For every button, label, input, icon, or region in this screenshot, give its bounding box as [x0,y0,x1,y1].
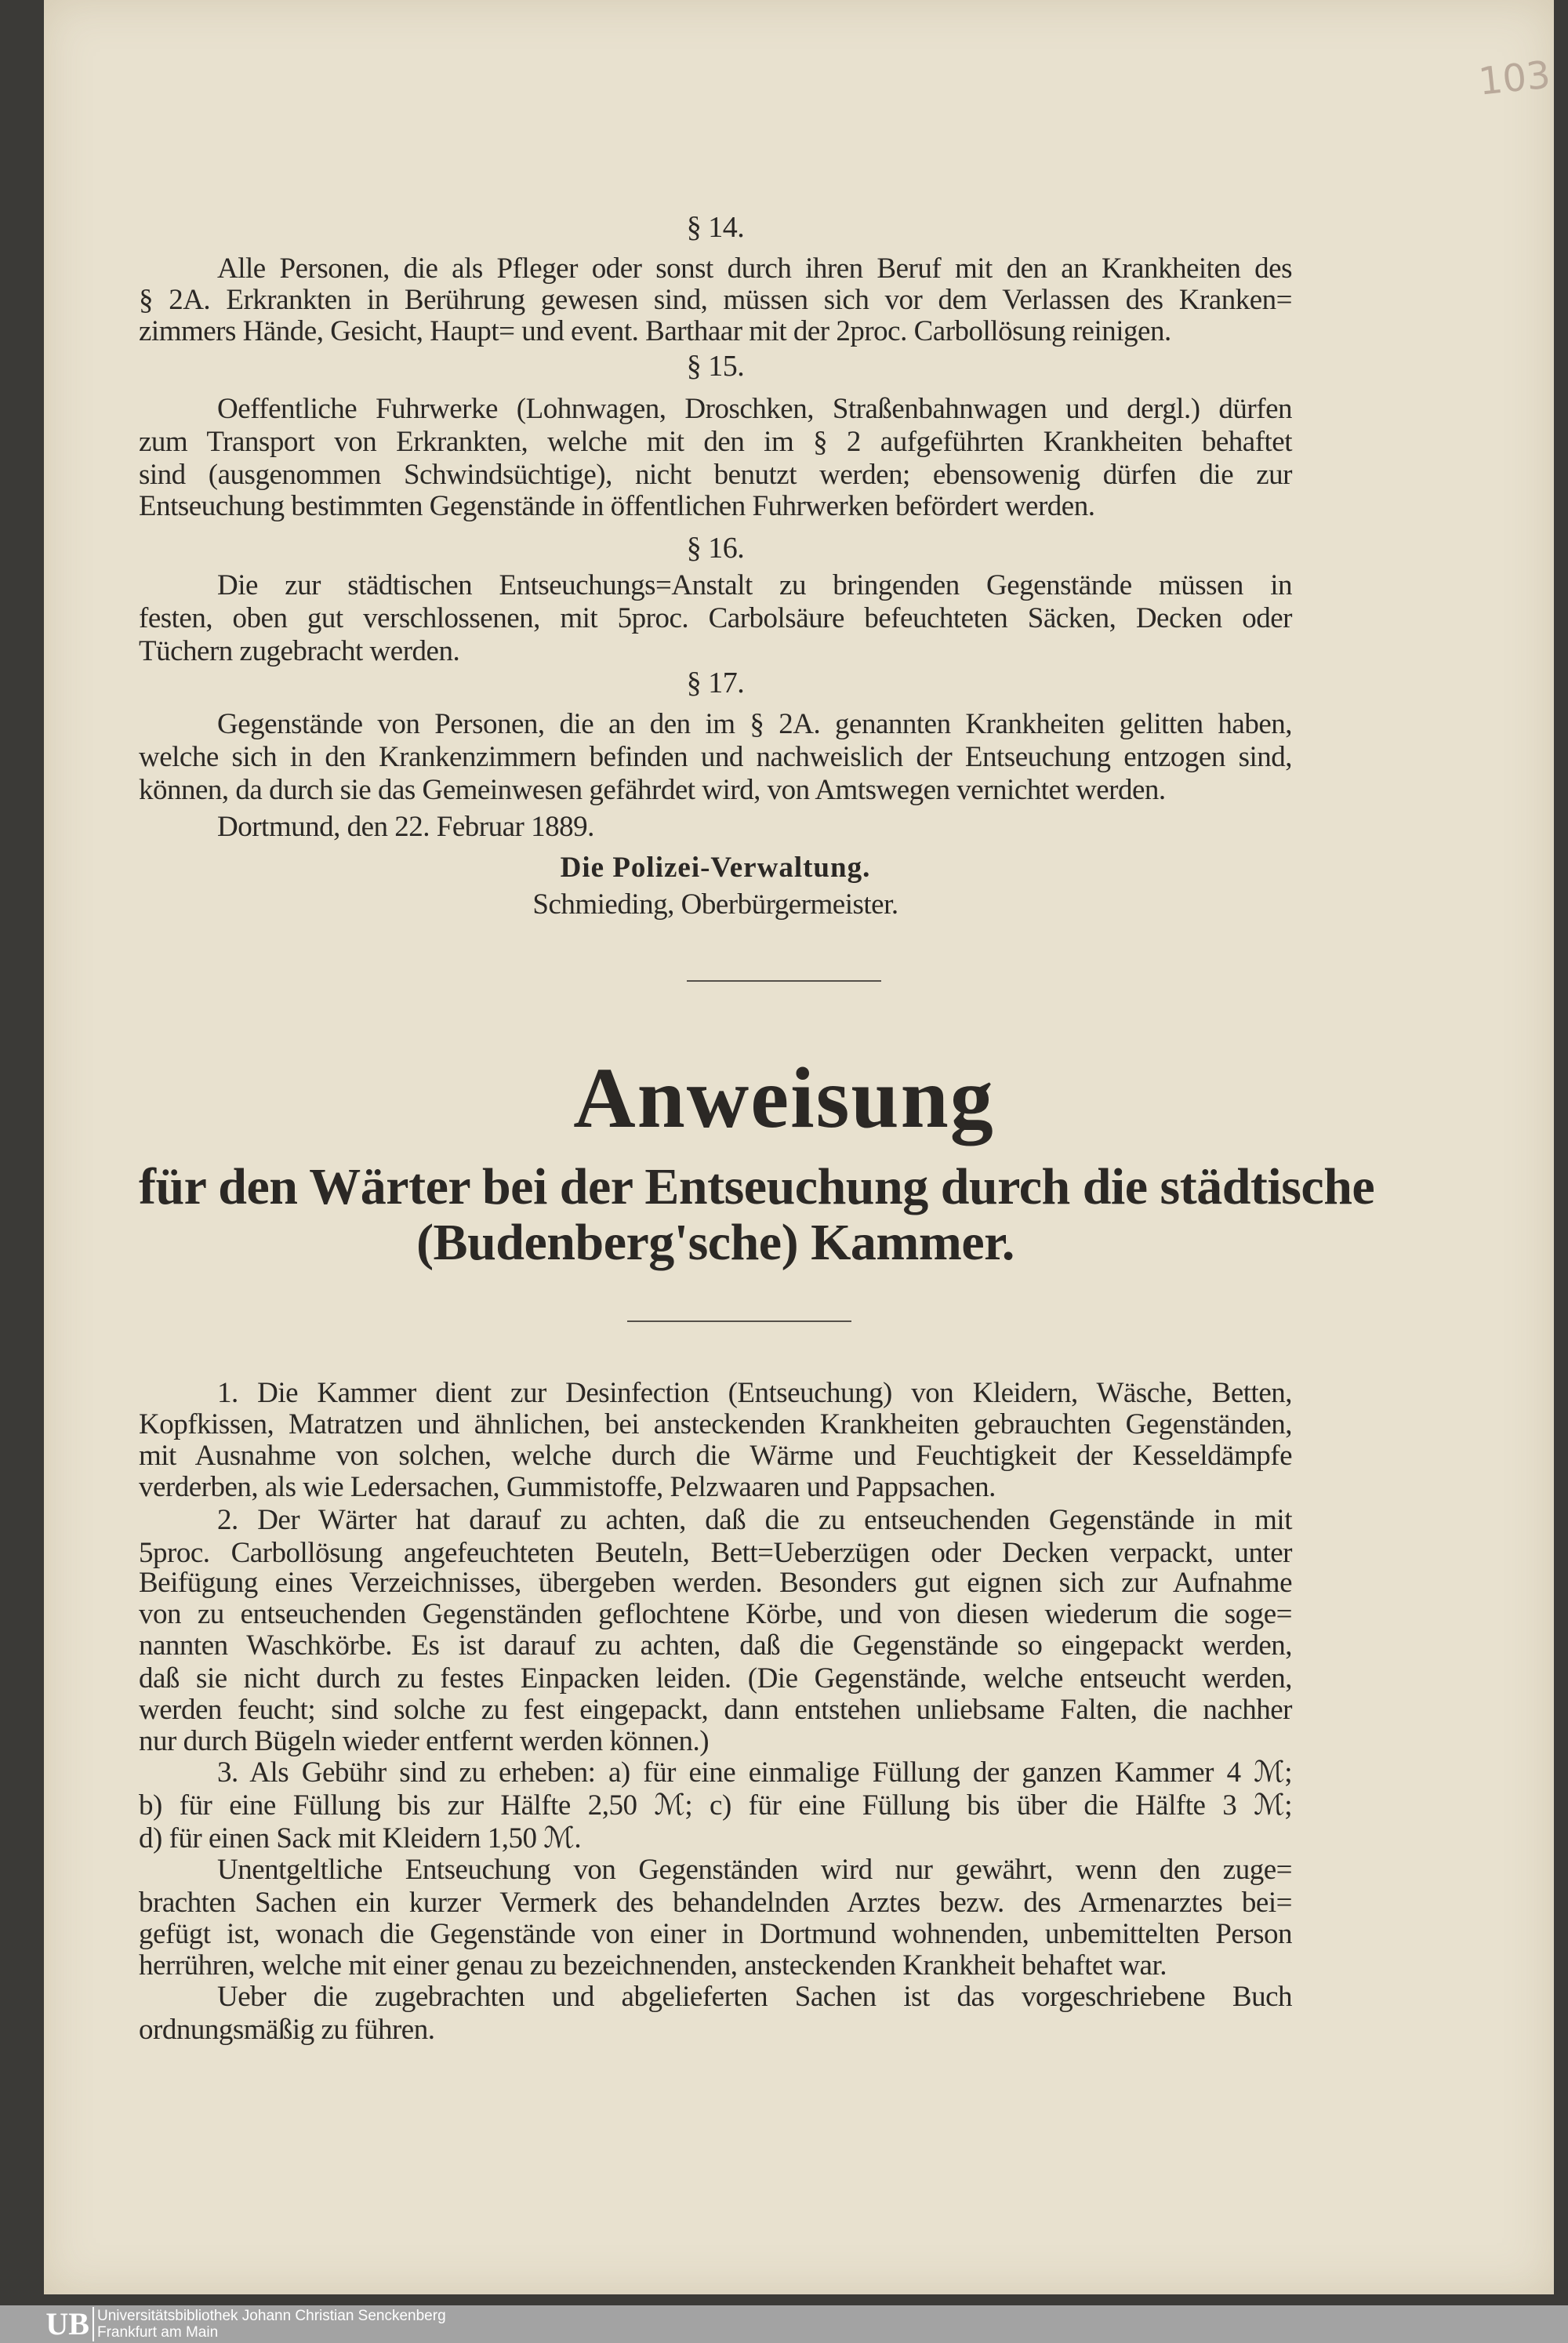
text-line: können, da durch sie das Gemeinwesen gefährdet wird, von Amtswegen vernichtet werden. [139,773,1166,806]
text-line: 5proc. Carbollösung angefeuchteten Beuteln, Bett=Ueberzügen oder Decken verpackt, unter [139,1537,1292,1570]
date-line: Dortmund, den 22. Februar 1889. [217,811,594,844]
text-line: Alle Personen, die als Pfleger oder sonst durch ihren Beruf mit den an Krankheiten des [217,252,1292,285]
text-line: § 2A. Erkrankten in Berührung gewesen sind, müssen sich vor dem Verlassen des Kranken= [139,283,1292,316]
text-line: Entseuchung bestimmten Gegenstände in öffentlichen Fuhrwerken befördert werden. [139,489,1095,522]
section-heading: § 15. [686,349,745,383]
text-line: Tüchern zugebracht werden. [139,634,460,667]
text-line: herrühren, welche mit einer genau zu bezeichnenden, ansteckenden Krankheit behaftet war. [139,1949,1167,1982]
text-line: festen, oben gut verschlossenen, mit 5proc. Carbolsäure befeuchteten Säcken, Decken oder [139,601,1292,634]
section-heading: § 14. [686,210,745,244]
text-line: Ueber die zugebrachten und abgelieferten Sachen ist das vorgeschriebene Buch [217,1980,1292,2013]
text-line: ordnungsmäßig zu führen. [139,2013,435,2046]
text-line: mit Ausnahme von solchen, welche durch die Wärme und Feuchtigkeit der Kesseldämpfe [139,1440,1292,1473]
text-line: nannten Waschkörbe. Es ist darauf zu achten, daß die Gegenstände so eingepackt werden, [139,1629,1292,1662]
text-line: brachten Sachen ein kurzer Vermerk des behandelnden Arztes bezw. des Armenarztes bei= [139,1886,1292,1919]
text-line: von zu entseuchenden Gegenständen geflochtene Körbe, und von diesen wiederum die soge= [139,1598,1292,1631]
text-line: zimmers Hände, Gesicht, Haupt= und event. Barthaar mit der 2proc. Carbollösung reinigen. [139,314,1171,347]
document-page [44,0,1554,2294]
text-line: b) für eine Füllung bis zur Hälfte 2,50 ℳ; c) für eine Füllung bis über die Hälfte 3 ℳ; [139,1789,1292,1822]
handwritten-page-number: 103 [1476,53,1553,104]
text-line: 2. Der Wärter hat darauf zu achten, daß die zu entseuchenden Gegenstände in mit [217,1504,1292,1537]
signatory-line: Schmieding, Oberbürgermeister. [532,888,898,921]
ub-logo: UB [3,2307,94,2341]
text-line: nur durch Bügeln wieder entfernt werden können.) [139,1725,710,1758]
document-subtitle: für den Wärter bei der Entseuchung durch die städtische [139,1158,1375,1216]
document-subtitle: (Budenberg'sche) Kammer. [416,1213,1014,1271]
footer-location: Frankfurt am Main [97,2324,219,2341]
text-line: 3. Als Gebühr sind zu erheben: a) für eine einmalige Füllung der ganzen Kammer 4 ℳ; [217,1756,1292,1789]
ornamental-divider [687,980,881,982]
footer-library-name: Universitätsbibliothek Johann Christian Senckenberg [97,2308,446,2324]
text-line: gefügt ist, wonach die Gegenstände von einer in Dortmund wohnenden, unbemittelten Person [139,1917,1292,1950]
text-line: daß sie nicht durch zu festes Einpacken leiden. (Die Gegenstände, welche entseucht werden, [139,1662,1292,1695]
text-line: sind (ausgenommen Schwindsüchtige), nicht benutzt werden; ebensowenig dürfen die zur [139,458,1292,491]
text-line: Gegenstände von Personen, die an den im § 2A. genannten Krankheiten gelitten haben, [217,707,1292,740]
text-line: Die zur städtischen Entseuchungs=Anstalt zu bringenden Gegenstände müssen in [217,568,1292,601]
ornamental-divider [627,1320,851,1322]
section-heading: § 17. [686,666,745,699]
text-line: Kopfkissen, Matratzen und ähnlichen, bei ansteckenden Krankheiten gebrauchten Gegenständen, [139,1408,1292,1441]
authority-signature: Die Polizei-Verwaltung. [560,851,871,884]
text-line: Unentgeltliche Entseuchung von Gegenständen wird nur gewährt, wenn den zuge= [217,1854,1292,1887]
text-line: verderben, als wie Ledersachen, Gummistoffe, Pelzwaaren und Pappsachen. [139,1471,996,1504]
text-line: werden feucht; sind solche zu fest eingepackt, dann entstehen unliebsame Falten, die nachher [139,1694,1292,1727]
document-title: Anweisung [573,1050,995,1146]
text-line: d) für einen Sack mit Kleidern 1,50 ℳ. [139,1822,582,1855]
text-line: welche sich in den Krankenzimmern befinden und nachweislich der Entseuchung entzogen sind, [139,740,1292,773]
library-footer [0,2305,1568,2343]
text-line: Oeffentliche Fuhrwerke (Lohnwagen, Droschken, Straßenbahnwagen und dergl.) dürfen [217,392,1292,425]
text-line: zum Transport von Erkrankten, welche mit den im § 2 aufgeführten Krankheiten behaftet [139,425,1292,458]
text-line: 1. Die Kammer dient zur Desinfection (Entseuchung) von Kleidern, Wäsche, Betten, [217,1377,1292,1410]
text-line: Beifügung eines Verzeichnisses, übergeben werden. Besonders gut eignen sich zur Aufnahme [139,1567,1292,1600]
section-heading: § 16. [686,532,745,565]
